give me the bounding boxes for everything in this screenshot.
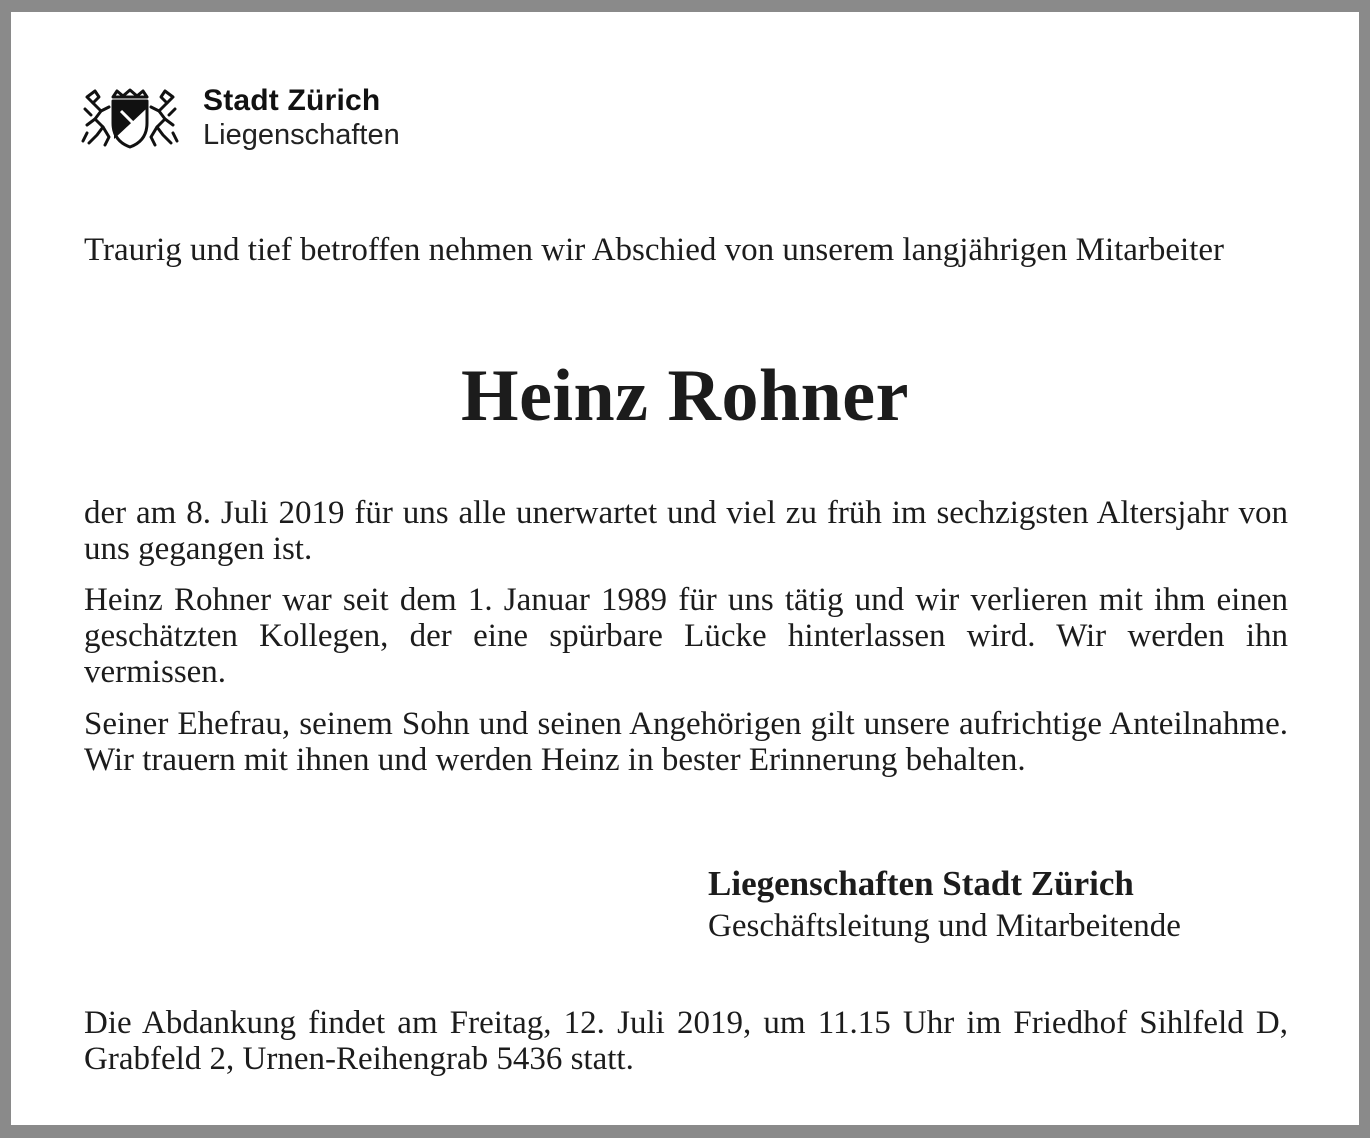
intro-text: Traurig und tief betroffen nehmen wir Abschied von unserem langjährigen Mitarbeiter: [84, 232, 1225, 268]
logo-title: Stadt Zürich: [203, 84, 381, 117]
logo-subtitle: Liegenschaften: [203, 119, 400, 151]
deceased-name: Heinz Rohner: [461, 355, 909, 437]
paragraph-block: [84, 495, 1288, 567]
logo: [81, 82, 400, 154]
funeral-notice-block: [84, 1005, 1288, 1077]
paragraph-block: [84, 582, 1288, 690]
paragraph-tenure: Heinz Rohner war seit dem 1. Januar 1989 für uns tätig und wir verlieren mit ihm einen geschätzten Kollegen, der eine spürbare Lücke hinterlassen wird. Wir werden ihn vermissen.: [84, 582, 1288, 690]
obituary-notice: [11, 12, 1359, 1125]
signature-subline: Geschäftsleitung und Mitarbeitende: [708, 908, 1181, 944]
signature: [708, 864, 1288, 948]
intro-text-block: [84, 232, 1288, 268]
paragraph-block: [84, 706, 1288, 778]
paragraph-condolences: Seiner Ehefrau, seinem Sohn und seinen Angehörigen gilt unsere aufrichtige Anteilnahme. Wir trauern mit ihnen und werden Heinz in bester Erinnerung behalten.: [84, 706, 1288, 778]
paragraph-death-date: der am 8. Juli 2019 für uns alle unerwartet und viel zu früh im sechzigsten Altersjahr von uns gegangen ist.: [84, 495, 1288, 567]
zurich-coat-of-arms-icon: [81, 87, 179, 149]
funeral-notice: Die Abdankung findet am Freitag, 12. Juli 2019, um 11.15 Uhr im Friedhof Sihlfeld D, Grabfeld 2, Urnen-Reihengrab 5436 statt.: [84, 1005, 1288, 1077]
signature-organization: Liegenschaften Stadt Zürich: [708, 864, 1134, 903]
